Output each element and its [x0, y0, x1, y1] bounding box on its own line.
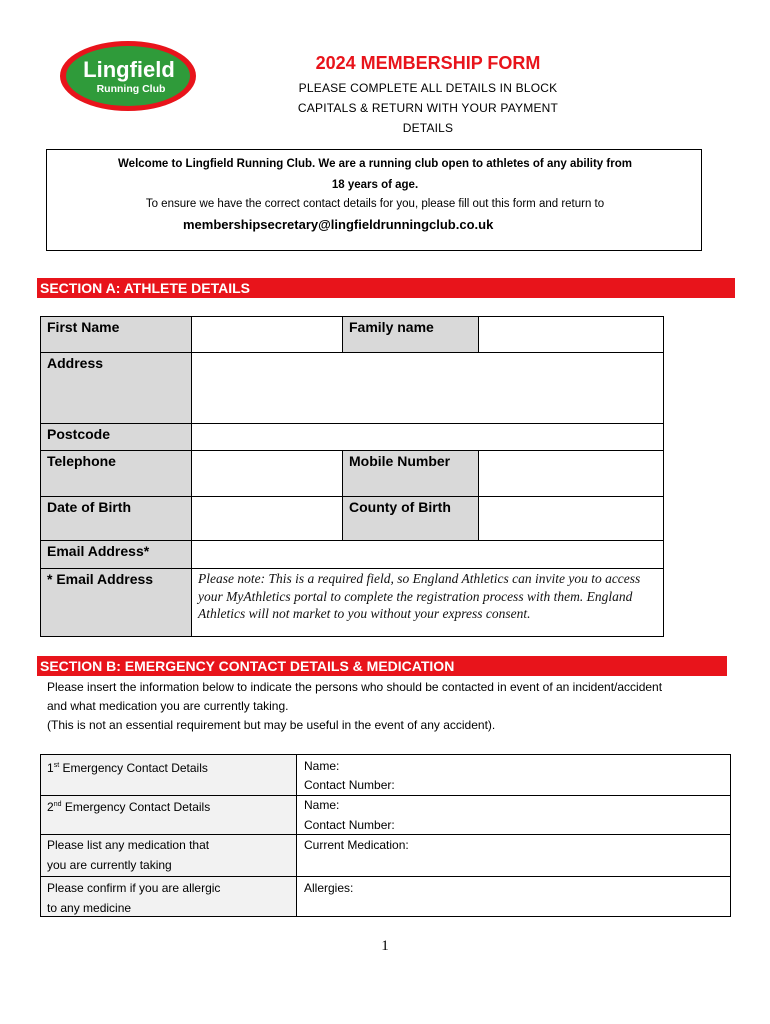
logo-graphic	[58, 40, 198, 112]
logo-subtitle: Running Club	[96, 83, 166, 95]
form-title: 2024 MEMBERSHIP FORM	[315, 53, 541, 73]
label-emergency-contact-2: 2nd Emergency Contact Details	[47, 800, 211, 814]
intro-line: and what medication you are currently taking.	[47, 699, 289, 713]
county-of-birth-field[interactable]	[478, 496, 663, 540]
label-email-address: Email Address*	[40, 540, 191, 568]
label-allergies: Please confirm if you are allergic to any medicine	[47, 881, 221, 915]
family-name-field[interactable]	[478, 316, 663, 352]
label-telephone: Telephone	[40, 450, 191, 496]
section-b-header: SECTION B: EMERGENCY CONTACT DETAILS & MEDICATION	[37, 656, 727, 676]
contact-1-name-field[interactable]: Name:	[304, 759, 340, 773]
current-medication-field[interactable]: Current Medication:	[304, 838, 409, 852]
intro-line: (This is not an essential requirement but may be useful in the event of any accident).	[47, 718, 496, 732]
label-mobile-number: Mobile Number	[342, 450, 478, 496]
welcome-line: 18 years of age.	[331, 179, 419, 191]
label-postcode: Postcode	[40, 423, 191, 450]
label-medication: Please list any medication that you are currently taking	[47, 838, 210, 872]
return-email: membershipsecretary@lingfieldrunningclub.co.uk	[183, 217, 494, 232]
form-instructions-line: PLEASE COMPLETE ALL DETAILS IN BLOCK	[298, 81, 558, 95]
contact-2-number-field[interactable]: Contact Number:	[304, 818, 395, 832]
club-logo	[58, 40, 198, 112]
postcode-field[interactable]	[191, 423, 663, 450]
contact-2-name-field[interactable]: Name:	[304, 798, 340, 812]
welcome-line: Welcome to Lingfield Running Club. We are a running club open to athletes of any ability from	[118, 158, 632, 170]
date-of-birth-field[interactable]	[191, 496, 342, 540]
form-instructions	[260, 78, 596, 138]
allergies-field[interactable]: Allergies:	[304, 881, 354, 895]
logo-name: Lingfield	[83, 57, 175, 82]
address-field[interactable]	[191, 352, 663, 423]
form-instructions-line: CAPITALS & RETURN WITH YOUR PAYMENT	[297, 101, 559, 115]
contact-1-number-field[interactable]: Contact Number:	[304, 778, 395, 792]
welcome-line: To ensure we have the correct contact details for you, please fill out this form and return to	[145, 198, 605, 210]
email-address-field[interactable]	[191, 540, 663, 568]
intro-line: Please insert the information below to indicate the persons who should be contacted in event of an incident/accident	[47, 680, 663, 694]
page-number: 1	[381, 938, 389, 954]
first-name-field[interactable]	[191, 316, 342, 352]
label-email-note: * Email Address	[40, 568, 191, 636]
welcome-box	[46, 149, 702, 251]
label-family-name: Family name	[342, 316, 478, 352]
label-county-of-birth: County of Birth	[342, 496, 478, 540]
form-instructions-line: DETAILS	[402, 121, 454, 135]
label-emergency-contact-1: 1st Emergency Contact Details	[47, 761, 208, 775]
telephone-field[interactable]	[191, 450, 342, 496]
section-b-intro	[47, 678, 737, 735]
section-a-header: SECTION A: ATHLETE DETAILS	[37, 278, 735, 298]
email-note: Please note: This is a required field, so England Athletics can invite you to access your MyAthletics portal to complete the registration process with them. England Athletics will not market to you without your express consent.	[191, 568, 663, 636]
label-address: Address	[40, 352, 191, 423]
label-first-name: First Name	[40, 316, 191, 352]
mobile-number-field[interactable]	[478, 450, 663, 496]
label-date-of-birth: Date of Birth	[40, 496, 191, 540]
